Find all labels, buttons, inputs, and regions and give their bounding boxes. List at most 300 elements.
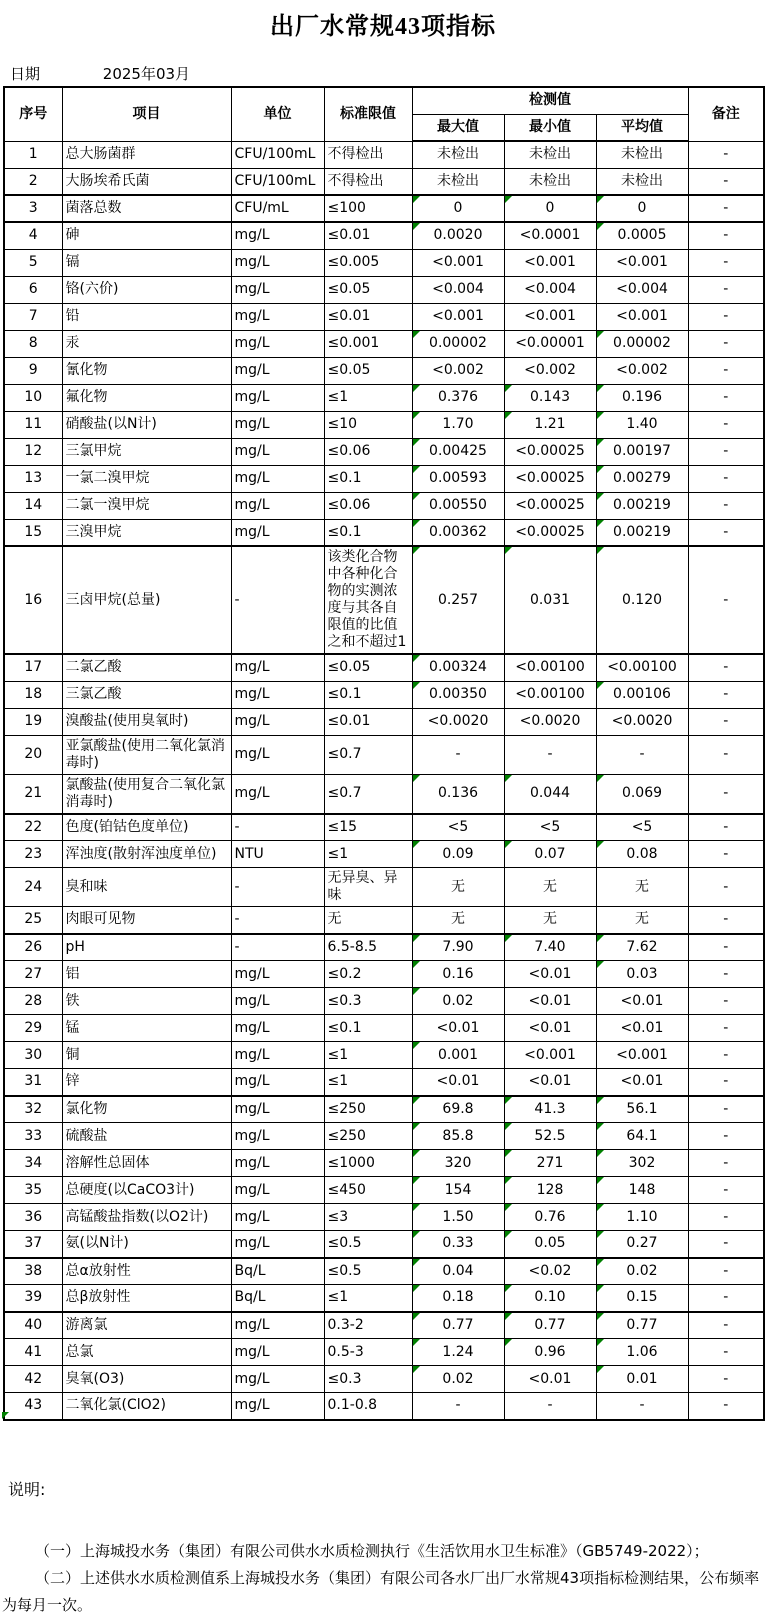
- cell-limit: ≤0.1: [324, 1015, 412, 1042]
- cell-no: 16: [4, 546, 62, 654]
- cell-item: 游离氯: [62, 1312, 231, 1339]
- cell-item: 三卤甲烷(总量): [62, 546, 231, 654]
- cell-unit: mg/L: [231, 384, 324, 411]
- cell-avg: 未检出: [596, 141, 688, 168]
- cell-min: <0.001: [504, 1042, 596, 1069]
- comment-flag-icon: [505, 1123, 512, 1130]
- cell-limit: 该类化合物中各种化合物的实测浓度与其各自限值的比值之和不超过1: [324, 546, 412, 654]
- cell-limit: ≤0.001: [324, 330, 412, 357]
- cell-no: 17: [4, 654, 62, 681]
- cell-max: 320: [412, 1150, 504, 1177]
- cell-item: 二氯一溴甲烷: [62, 492, 231, 519]
- comment-flag-icon: [597, 841, 604, 848]
- cell-unit: mg/L: [231, 276, 324, 303]
- cell-item: 镉: [62, 249, 231, 276]
- cell-limit: 无异臭、异味: [324, 868, 412, 907]
- cell-note: -: [688, 774, 764, 814]
- cell-max: 0.00324: [412, 654, 504, 681]
- cell-avg: 56.1: [596, 1096, 688, 1123]
- cell-unit: -: [231, 814, 324, 841]
- note-item: （一）上海城投水务（集团）有限公司供水水质检测执行《生活饮用水卫生标准》（GB5749-2022）；: [35, 1541, 709, 1560]
- cell-note: -: [688, 1339, 764, 1366]
- cell-item: 菌落总数: [62, 195, 231, 222]
- cell-no: 37: [4, 1231, 62, 1258]
- cell-note: -: [688, 735, 764, 774]
- cell-min: 0.10: [504, 1285, 596, 1312]
- cell-avg: <0.01: [596, 1015, 688, 1042]
- cell-limit: ≤0.3: [324, 1366, 412, 1393]
- cell-unit: mg/L: [231, 303, 324, 330]
- table-row: [4, 519, 764, 546]
- cell-item: 铝: [62, 961, 231, 988]
- cell-min: <0.01: [504, 1069, 596, 1096]
- cell-max: -: [412, 1393, 504, 1420]
- cell-max: 0.00350: [412, 681, 504, 708]
- cell-note: -: [688, 465, 764, 492]
- cell-note: -: [688, 357, 764, 384]
- cell-min: <0.001: [504, 303, 596, 330]
- col-header-detect: 检测值: [412, 87, 688, 114]
- cell-unit: -: [231, 868, 324, 907]
- cell-max: 0: [412, 195, 504, 222]
- cell-no: 10: [4, 384, 62, 411]
- cell-max: 0.33: [412, 1231, 504, 1258]
- cell-limit: 0.1-0.8: [324, 1393, 412, 1420]
- page-title: 出厂水常规43项指标: [270, 14, 496, 40]
- comment-flag-icon: [413, 1259, 420, 1266]
- cell-avg: 0.03: [596, 961, 688, 988]
- cell-min: <0.00025: [504, 465, 596, 492]
- cell-max: <0.0020: [412, 708, 504, 735]
- cell-note: -: [688, 222, 764, 249]
- cell-note: -: [688, 519, 764, 546]
- table-row: [4, 868, 764, 907]
- cell-note: -: [688, 1231, 764, 1258]
- table-row: [4, 276, 764, 303]
- cell-min: 0.07: [504, 841, 596, 868]
- table-row: [4, 1069, 764, 1096]
- comment-flag-icon: [505, 412, 512, 419]
- cell-limit: ≤0.005: [324, 249, 412, 276]
- cell-max: 0.001: [412, 1042, 504, 1069]
- cell-avg: <0.01: [596, 988, 688, 1015]
- cell-min: 0.76: [504, 1204, 596, 1231]
- cell-max: <0.001: [412, 249, 504, 276]
- col-header-unit: 单位: [231, 87, 324, 141]
- comment-flag-icon: [413, 988, 420, 995]
- cell-min: <0.002: [504, 357, 596, 384]
- comment-flag-icon: [597, 935, 604, 942]
- cell-limit: ≤1: [324, 1069, 412, 1096]
- cell-item: 锰: [62, 1015, 231, 1042]
- cell-min: <0.01: [504, 1366, 596, 1393]
- comment-flag-icon: [413, 961, 420, 968]
- comment-flag-icon: [413, 547, 420, 554]
- cell-max: <0.01: [412, 1069, 504, 1096]
- table-row: [4, 195, 764, 222]
- cell-note: -: [688, 1393, 764, 1420]
- cell-no: 22: [4, 814, 62, 841]
- cell-max: 69.8: [412, 1096, 504, 1123]
- cell-note: -: [688, 1042, 764, 1069]
- cell-note: -: [688, 961, 764, 988]
- cell-avg: 148: [596, 1177, 688, 1204]
- col-header-no: 序号: [4, 87, 62, 141]
- cell-note: -: [688, 276, 764, 303]
- comment-flag-icon: [597, 1313, 604, 1320]
- comment-flag-icon: [597, 1150, 604, 1157]
- cell-item: 臭和味: [62, 868, 231, 907]
- stray-comment-flag-icon: [2, 1412, 9, 1419]
- cell-min: 无: [504, 868, 596, 907]
- cell-item: 总β放射性: [62, 1285, 231, 1312]
- cell-max: 85.8: [412, 1123, 504, 1150]
- cell-min: 41.3: [504, 1096, 596, 1123]
- table-row: [4, 1258, 764, 1285]
- table-row: [4, 168, 764, 195]
- comment-flag-icon: [597, 439, 604, 446]
- comment-flag-icon: [413, 520, 420, 527]
- cell-unit: mg/L: [231, 1177, 324, 1204]
- cell-unit: mg/L: [231, 681, 324, 708]
- cell-unit: -: [231, 546, 324, 654]
- cell-note: -: [688, 1177, 764, 1204]
- cell-unit: mg/L: [231, 1231, 324, 1258]
- cell-item: 总硬度(以CaCO3计): [62, 1177, 231, 1204]
- cell-note: -: [688, 988, 764, 1015]
- table-row: [4, 303, 764, 330]
- comment-flag-icon: [597, 412, 604, 419]
- cell-unit: CFU/100mL: [231, 141, 324, 168]
- cell-no: 5: [4, 249, 62, 276]
- comment-flag-icon: [413, 841, 420, 848]
- notes-section: [2, 1477, 766, 1613]
- table-row: [4, 1285, 764, 1312]
- note-item: （二）上述供水水质检测值系上海城投水务（集团）有限公司各水厂出厂水常规43项指标检测结果，公布频率为每月一次。: [2, 1568, 760, 1613]
- report-date-row: [10, 63, 766, 83]
- comment-flag-icon: [413, 1231, 420, 1238]
- cell-min: <0.001: [504, 249, 596, 276]
- cell-item: 溶解性总固体: [62, 1150, 231, 1177]
- cell-avg: 0.15: [596, 1285, 688, 1312]
- comment-flag-icon: [413, 331, 420, 338]
- table-row: [4, 961, 764, 988]
- cell-limit: 6.5-8.5: [324, 934, 412, 961]
- cell-no: 1: [4, 141, 62, 168]
- cell-no: 21: [4, 774, 62, 814]
- cell-min: 128: [504, 1177, 596, 1204]
- comment-flag-icon: [505, 1285, 512, 1292]
- cell-max: 0.02: [412, 988, 504, 1015]
- cell-unit: mg/L: [231, 1042, 324, 1069]
- cell-max: 0.04: [412, 1258, 504, 1285]
- cell-no: 6: [4, 276, 62, 303]
- cell-unit: -: [231, 934, 324, 961]
- table-row: [4, 907, 764, 934]
- cell-avg: 无: [596, 868, 688, 907]
- comment-flag-icon: [505, 385, 512, 392]
- cell-avg: 0: [596, 195, 688, 222]
- cell-max: 0.00593: [412, 465, 504, 492]
- cell-limit: ≤250: [324, 1123, 412, 1150]
- table-row: [4, 438, 764, 465]
- cell-unit: mg/L: [231, 438, 324, 465]
- cell-note: -: [688, 934, 764, 961]
- cell-min: 无: [504, 907, 596, 934]
- cell-item: 臭氧(O3): [62, 1366, 231, 1393]
- cell-unit: mg/L: [231, 1312, 324, 1339]
- table-row: [4, 814, 764, 841]
- comment-flag-icon: [505, 935, 512, 942]
- cell-max: 7.90: [412, 934, 504, 961]
- cell-max: 0.00002: [412, 330, 504, 357]
- table-row: [4, 411, 764, 438]
- cell-max: 0.376: [412, 384, 504, 411]
- cell-note: -: [688, 1015, 764, 1042]
- cell-limit: ≤0.7: [324, 735, 412, 774]
- col-header-min: 最小值: [504, 114, 596, 141]
- cell-limit: ≤1: [324, 384, 412, 411]
- table-row: [4, 735, 764, 774]
- cell-no: 19: [4, 708, 62, 735]
- cell-max: 无: [412, 907, 504, 934]
- comment-flag-icon: [413, 1097, 420, 1104]
- cell-no: 26: [4, 934, 62, 961]
- cell-limit: ≤0.1: [324, 465, 412, 492]
- cell-no: 24: [4, 868, 62, 907]
- cell-no: 40: [4, 1312, 62, 1339]
- cell-min: <0.00025: [504, 438, 596, 465]
- cell-unit: Bq/L: [231, 1285, 324, 1312]
- cell-avg: 0.00219: [596, 519, 688, 546]
- cell-limit: ≤0.06: [324, 492, 412, 519]
- cell-avg: 0.0005: [596, 222, 688, 249]
- cell-max: 1.24: [412, 1339, 504, 1366]
- cell-item: 二氯乙酸: [62, 654, 231, 681]
- cell-unit: mg/L: [231, 988, 324, 1015]
- cell-avg: 0.00002: [596, 330, 688, 357]
- comment-flag-icon: [413, 493, 420, 500]
- cell-max: <0.004: [412, 276, 504, 303]
- cell-avg: 0.120: [596, 546, 688, 654]
- table-row: [4, 1150, 764, 1177]
- table-row: [4, 384, 764, 411]
- comment-flag-icon: [597, 466, 604, 473]
- cell-min: <5: [504, 814, 596, 841]
- cell-note: -: [688, 1150, 764, 1177]
- cell-avg: 0.27: [596, 1231, 688, 1258]
- comment-flag-icon: [413, 1313, 420, 1320]
- cell-limit: ≤0.05: [324, 654, 412, 681]
- indicators-table: [3, 86, 765, 1421]
- comment-flag-icon: [413, 1366, 420, 1373]
- cell-min: <0.00001: [504, 330, 596, 357]
- cell-no: 7: [4, 303, 62, 330]
- cell-avg: <0.002: [596, 357, 688, 384]
- cell-min: 0.05: [504, 1231, 596, 1258]
- cell-min: 0.031: [504, 546, 596, 654]
- cell-avg: <0.0020: [596, 708, 688, 735]
- comment-flag-icon: [597, 493, 604, 500]
- cell-min: 0.96: [504, 1339, 596, 1366]
- cell-max: 未检出: [412, 141, 504, 168]
- table-row: [4, 546, 764, 654]
- cell-min: 1.21: [504, 411, 596, 438]
- cell-limit: 不得检出: [324, 141, 412, 168]
- cell-item: 氯酸盐(使用复合二氧化氯消毒时): [62, 774, 231, 814]
- cell-unit: mg/L: [231, 654, 324, 681]
- cell-limit: ≤0.01: [324, 303, 412, 330]
- comment-flag-icon: [597, 775, 604, 782]
- cell-note: -: [688, 814, 764, 841]
- cell-item: 氨(以N计): [62, 1231, 231, 1258]
- cell-min: <0.02: [504, 1258, 596, 1285]
- cell-unit: mg/L: [231, 1366, 324, 1393]
- cell-item: 肉眼可见物: [62, 907, 231, 934]
- cell-avg: 未检出: [596, 168, 688, 195]
- cell-unit: mg/L: [231, 961, 324, 988]
- cell-no: 9: [4, 357, 62, 384]
- cell-unit: mg/L: [231, 1123, 324, 1150]
- table-row: [4, 1204, 764, 1231]
- cell-unit: mg/L: [231, 411, 324, 438]
- table-row: [4, 357, 764, 384]
- cell-min: 未检出: [504, 141, 596, 168]
- cell-note: -: [688, 249, 764, 276]
- cell-item: 色度(铂钴色度单位): [62, 814, 231, 841]
- col-header-note: 备注: [688, 87, 764, 141]
- cell-note: -: [688, 168, 764, 195]
- cell-unit: mg/L: [231, 774, 324, 814]
- cell-unit: CFU/mL: [231, 195, 324, 222]
- cell-max: 0.00362: [412, 519, 504, 546]
- cell-limit: ≤0.2: [324, 961, 412, 988]
- cell-no: 31: [4, 1069, 62, 1096]
- cell-unit: mg/L: [231, 249, 324, 276]
- table-row: [4, 1312, 764, 1339]
- cell-note: -: [688, 195, 764, 222]
- cell-note: -: [688, 708, 764, 735]
- comment-flag-icon: [505, 775, 512, 782]
- cell-note: -: [688, 1123, 764, 1150]
- table-row: [4, 988, 764, 1015]
- cell-item: 三氯甲烷: [62, 438, 231, 465]
- cell-no: 3: [4, 195, 62, 222]
- comment-flag-icon: [597, 1097, 604, 1104]
- cell-item: 氰化物: [62, 357, 231, 384]
- comment-flag-icon: [413, 439, 420, 446]
- comment-flag-icon: [597, 1366, 604, 1373]
- cell-limit: ≤1: [324, 841, 412, 868]
- cell-max: 未检出: [412, 168, 504, 195]
- cell-avg: 0.00106: [596, 681, 688, 708]
- comment-flag-icon: [597, 520, 604, 527]
- cell-no: 33: [4, 1123, 62, 1150]
- cell-no: 4: [4, 222, 62, 249]
- cell-item: 硫酸盐: [62, 1123, 231, 1150]
- comment-flag-icon: [597, 1177, 604, 1184]
- cell-max: <0.001: [412, 303, 504, 330]
- table-row: [4, 465, 764, 492]
- cell-avg: 1.06: [596, 1339, 688, 1366]
- table-row: [4, 222, 764, 249]
- cell-max: <0.01: [412, 1015, 504, 1042]
- comment-flag-icon: [597, 1231, 604, 1238]
- cell-avg: 7.62: [596, 934, 688, 961]
- cell-avg: <0.001: [596, 249, 688, 276]
- cell-item: 氯化物: [62, 1096, 231, 1123]
- cell-avg: <0.001: [596, 303, 688, 330]
- comment-flag-icon: [413, 682, 420, 689]
- cell-unit: mg/L: [231, 1096, 324, 1123]
- cell-max: -: [412, 735, 504, 774]
- cell-avg: <0.004: [596, 276, 688, 303]
- cell-avg: <0.00100: [596, 654, 688, 681]
- cell-no: 42: [4, 1366, 62, 1393]
- comment-flag-icon: [413, 196, 420, 203]
- cell-item: 三溴甲烷: [62, 519, 231, 546]
- cell-max: 0.00425: [412, 438, 504, 465]
- cell-no: 39: [4, 1285, 62, 1312]
- cell-no: 25: [4, 907, 62, 934]
- comment-flag-icon: [505, 1339, 512, 1346]
- cell-avg: 0.01: [596, 1366, 688, 1393]
- comment-flag-icon: [597, 547, 604, 554]
- cell-no: 36: [4, 1204, 62, 1231]
- comment-flag-icon: [505, 1177, 512, 1184]
- comment-flag-icon: [413, 655, 420, 662]
- cell-limit: ≤0.01: [324, 222, 412, 249]
- cell-note: -: [688, 546, 764, 654]
- comment-flag-icon: [413, 1042, 420, 1049]
- cell-max: 0.18: [412, 1285, 504, 1312]
- cell-max: 0.00550: [412, 492, 504, 519]
- comment-flag-icon: [505, 841, 512, 848]
- comment-flag-icon: [413, 1285, 420, 1292]
- cell-avg: 0.069: [596, 774, 688, 814]
- cell-item: pH: [62, 934, 231, 961]
- cell-min: 0.143: [504, 384, 596, 411]
- cell-unit: mg/L: [231, 1339, 324, 1366]
- cell-no: 13: [4, 465, 62, 492]
- comment-flag-icon: [413, 775, 420, 782]
- cell-limit: ≤10: [324, 411, 412, 438]
- cell-min: <0.004: [504, 276, 596, 303]
- cell-no: 30: [4, 1042, 62, 1069]
- cell-min: 0.044: [504, 774, 596, 814]
- comment-flag-icon: [413, 1150, 420, 1157]
- cell-limit: ≤0.1: [324, 519, 412, 546]
- table-row: [4, 681, 764, 708]
- cell-unit: mg/L: [231, 1015, 324, 1042]
- cell-max: 0.02: [412, 1366, 504, 1393]
- cell-limit: ≤0.5: [324, 1231, 412, 1258]
- cell-max: 0.257: [412, 546, 504, 654]
- cell-avg: 0.00219: [596, 492, 688, 519]
- date-value: 2025年03月: [102, 65, 191, 83]
- cell-avg: -: [596, 1393, 688, 1420]
- comment-flag-icon: [413, 1339, 420, 1346]
- cell-unit: mg/L: [231, 222, 324, 249]
- table-row: [4, 1015, 764, 1042]
- table-row: [4, 1393, 764, 1420]
- table-row: [4, 249, 764, 276]
- cell-unit: mg/L: [231, 1069, 324, 1096]
- comment-flag-icon: [413, 1204, 420, 1211]
- comment-flag-icon: [597, 331, 604, 338]
- cell-limit: ≤250: [324, 1096, 412, 1123]
- cell-unit: mg/L: [231, 465, 324, 492]
